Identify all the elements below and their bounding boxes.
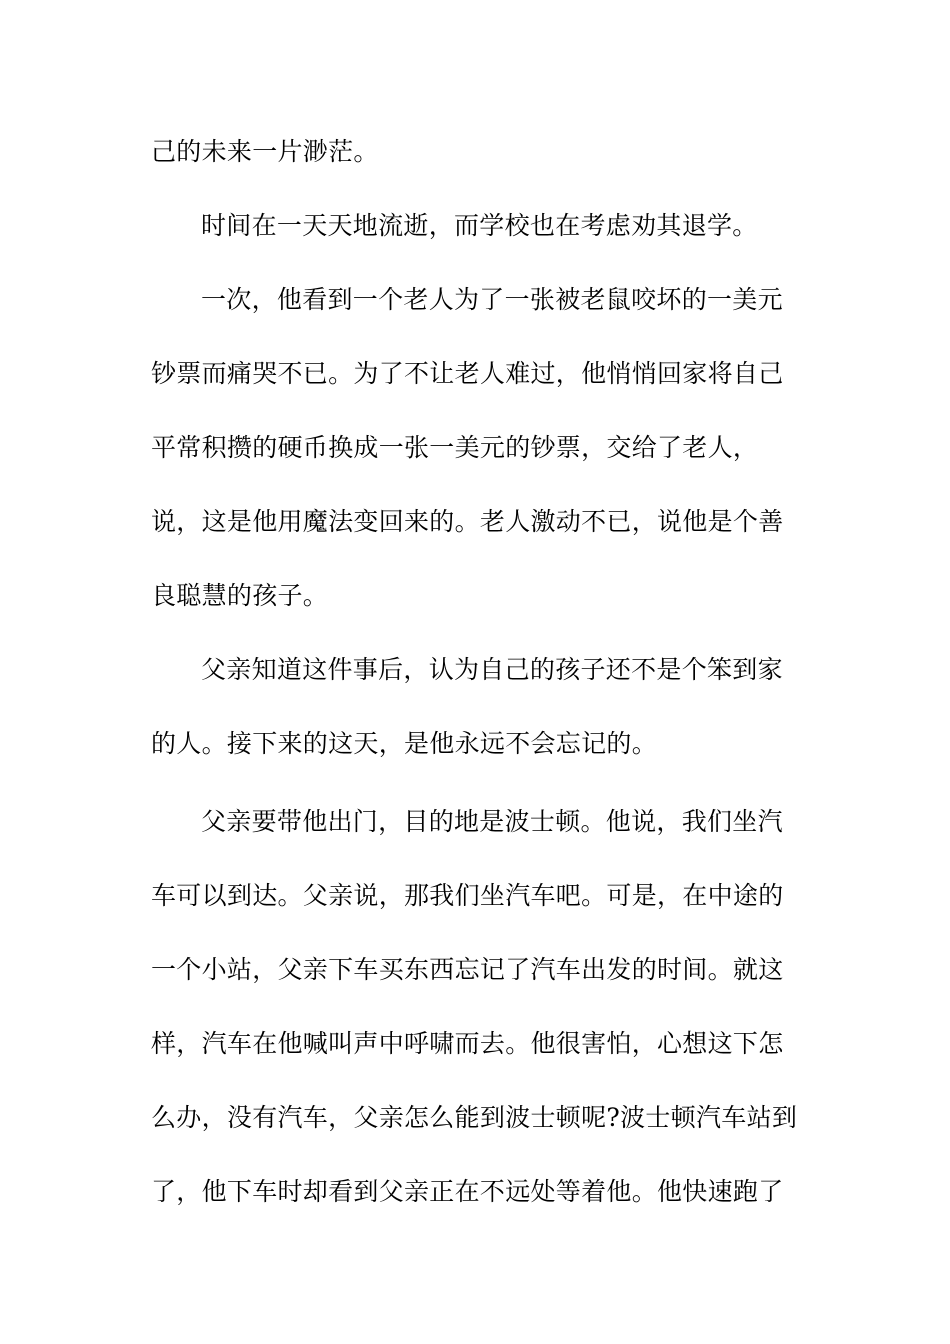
paragraph-first-line: 时间在一天天地流逝，而学校也在考虑劝其退学。 (201, 211, 758, 240)
text-line: 平常积攒的硬币换成一张一美元的钞票，交给了老人， (151, 433, 759, 462)
paragraph-first-line: 父亲要带他出门，目的地是波士顿。他说，我们坐汽 (201, 807, 783, 836)
text-line: 一个小站，父亲下车买东西忘记了汽车出发的时间。就这 (151, 955, 784, 984)
text-line: 么办，没有汽车，父亲怎么能到波士顿呢?波士顿汽车站到 (151, 1103, 798, 1132)
text-line: 样，汽车在他喊叫声中呼啸而去。他很害怕，心想这下怎 (151, 1029, 784, 1058)
text-line: 钞票而痛哭不已。为了不让老人难过，他悄悄回家将自己 (151, 359, 784, 388)
paragraph-first-line: 一次，他看到一个老人为了一张被老鼠咬坏的一美元 (201, 285, 783, 314)
text-line: 的人。接下来的这天，是他永远不会忘记的。 (151, 729, 658, 758)
text-line: 了，他下车时却看到父亲正在不远处等着他。他快速跑了 (151, 1177, 784, 1206)
text-line: 良聪慧的孩子。 (151, 581, 329, 610)
text-line: 己的未来一片渺茫。 (151, 137, 379, 166)
text-line: 说，这是他用魔法变回来的。老人激动不已，说他是个善 (151, 507, 784, 536)
text-line: 车可以到达。父亲说，那我们坐汽车吧。可是，在中途的 (151, 881, 784, 910)
paragraph-first-line: 父亲知道这件事后，认为自己的孩子还不是个笨到家 (201, 655, 783, 684)
